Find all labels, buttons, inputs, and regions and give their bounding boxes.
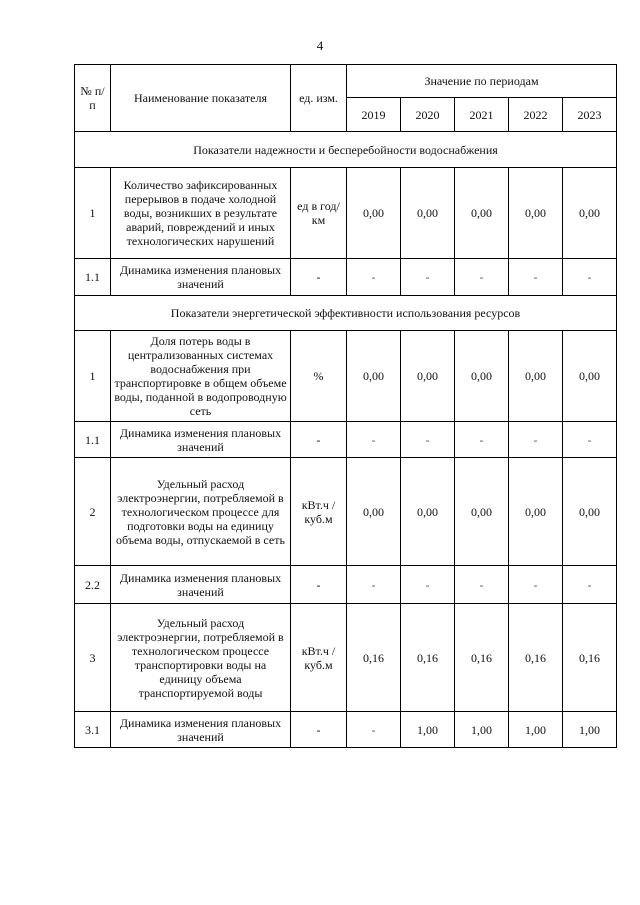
- value-cell: 1,00: [509, 712, 563, 748]
- table-row: [75, 259, 617, 296]
- table-row: [75, 458, 617, 566]
- value-cell: -: [563, 566, 617, 604]
- table-row: [75, 168, 617, 259]
- value-cell: 0,00: [509, 458, 563, 566]
- indicator-name: Количество зафиксированных перерывов в подаче холодной воды, возникших в результате аварий, повреждений и иных технологических нарушений: [111, 168, 291, 259]
- header-year: 2019: [347, 98, 401, 132]
- value-cell: 1,00: [563, 712, 617, 748]
- value-cell: -: [509, 422, 563, 458]
- unit-cell: -: [291, 422, 347, 458]
- value-cell: -: [509, 259, 563, 296]
- indicator-name: Доля потерь воды в централизованных системах водоснабжения при транспортировке в общем объеме воды, поданной в водопроводную сеть: [111, 331, 291, 422]
- table-row: [75, 604, 617, 712]
- unit-cell: -: [291, 712, 347, 748]
- unit-cell: кВт.ч / куб.м: [291, 458, 347, 566]
- value-cell: 0,16: [401, 604, 455, 712]
- value-cell: -: [563, 422, 617, 458]
- unit-cell: ед в год/ км: [291, 168, 347, 259]
- section-row: [75, 296, 617, 331]
- value-cell: 1,00: [455, 712, 509, 748]
- row-number: 2: [75, 458, 111, 566]
- value-cell: -: [455, 422, 509, 458]
- table-body: [75, 132, 617, 748]
- indicator-name: Динамика изменения плановых значений: [111, 422, 291, 458]
- row-number: 1: [75, 168, 111, 259]
- value-cell: -: [455, 566, 509, 604]
- section-title: Показатели энергетической эффективности использования ресурсов: [75, 296, 617, 331]
- table-row: [75, 566, 617, 604]
- row-number: 1.1: [75, 422, 111, 458]
- unit-cell: -: [291, 259, 347, 296]
- value-cell: -: [347, 566, 401, 604]
- value-cell: -: [347, 422, 401, 458]
- header-year: 2021: [455, 98, 509, 132]
- value-cell: -: [401, 422, 455, 458]
- value-cell: 0,00: [563, 458, 617, 566]
- value-cell: 0,00: [563, 168, 617, 259]
- header-num: № п/п: [75, 65, 111, 132]
- value-cell: 0,16: [347, 604, 401, 712]
- table-row: [75, 331, 617, 422]
- value-cell: 1,00: [401, 712, 455, 748]
- value-cell: 0,16: [509, 604, 563, 712]
- row-number: 3: [75, 604, 111, 712]
- value-cell: 0,00: [347, 331, 401, 422]
- unit-cell: кВт.ч / куб.м: [291, 604, 347, 712]
- section-title: Показатели надежности и бесперебойности водоснабжения: [75, 132, 617, 168]
- unit-cell: -: [291, 566, 347, 604]
- indicator-name: Удельный расход электроэнергии, потребляемой в технологическом процессе для подготовки воды на единицу объема воды, отпускаемой в сеть: [111, 458, 291, 566]
- indicator-name: Динамика изменения плановых значений: [111, 259, 291, 296]
- value-cell: 0,00: [401, 168, 455, 259]
- value-cell: 0,00: [509, 331, 563, 422]
- value-cell: 0,00: [401, 331, 455, 422]
- value-cell: -: [347, 259, 401, 296]
- value-cell: 0,00: [563, 331, 617, 422]
- page-number: 4: [316, 38, 324, 53]
- header-name: Наименование показателя: [111, 65, 291, 132]
- value-cell: 0,00: [509, 168, 563, 259]
- indicators-table: [74, 64, 617, 748]
- indicator-name: Удельный расход электроэнергии, потребляемой в технологическом процессе транспортировки воды на единицу объема транспортируемой воды: [111, 604, 291, 712]
- value-cell: -: [563, 259, 617, 296]
- indicator-name: Динамика изменения плановых значений: [111, 712, 291, 748]
- row-number: 3.1: [75, 712, 111, 748]
- value-cell: -: [455, 259, 509, 296]
- value-cell: 0,00: [347, 168, 401, 259]
- section-row: [75, 132, 617, 168]
- unit-cell: %: [291, 331, 347, 422]
- value-cell: 0,16: [455, 604, 509, 712]
- header-year: 2020: [401, 98, 455, 132]
- value-cell: -: [401, 566, 455, 604]
- value-cell: 0,00: [455, 331, 509, 422]
- header-year: 2022: [509, 98, 563, 132]
- value-cell: 0,00: [455, 168, 509, 259]
- value-cell: -: [347, 712, 401, 748]
- row-number: 2.2: [75, 566, 111, 604]
- table-row: [75, 712, 617, 748]
- header-periods: Значение по периодам: [347, 65, 617, 98]
- value-cell: 0,00: [455, 458, 509, 566]
- value-cell: -: [509, 566, 563, 604]
- row-number: 1: [75, 331, 111, 422]
- value-cell: 0,00: [347, 458, 401, 566]
- value-cell: -: [401, 259, 455, 296]
- header-unit: ед. изм.: [291, 65, 347, 132]
- indicator-name: Динамика изменения плановых значений: [111, 566, 291, 604]
- value-cell: 0,16: [563, 604, 617, 712]
- table-row: [75, 422, 617, 458]
- value-cell: 0,00: [401, 458, 455, 566]
- header-year: 2023: [563, 98, 617, 132]
- row-number: 1.1: [75, 259, 111, 296]
